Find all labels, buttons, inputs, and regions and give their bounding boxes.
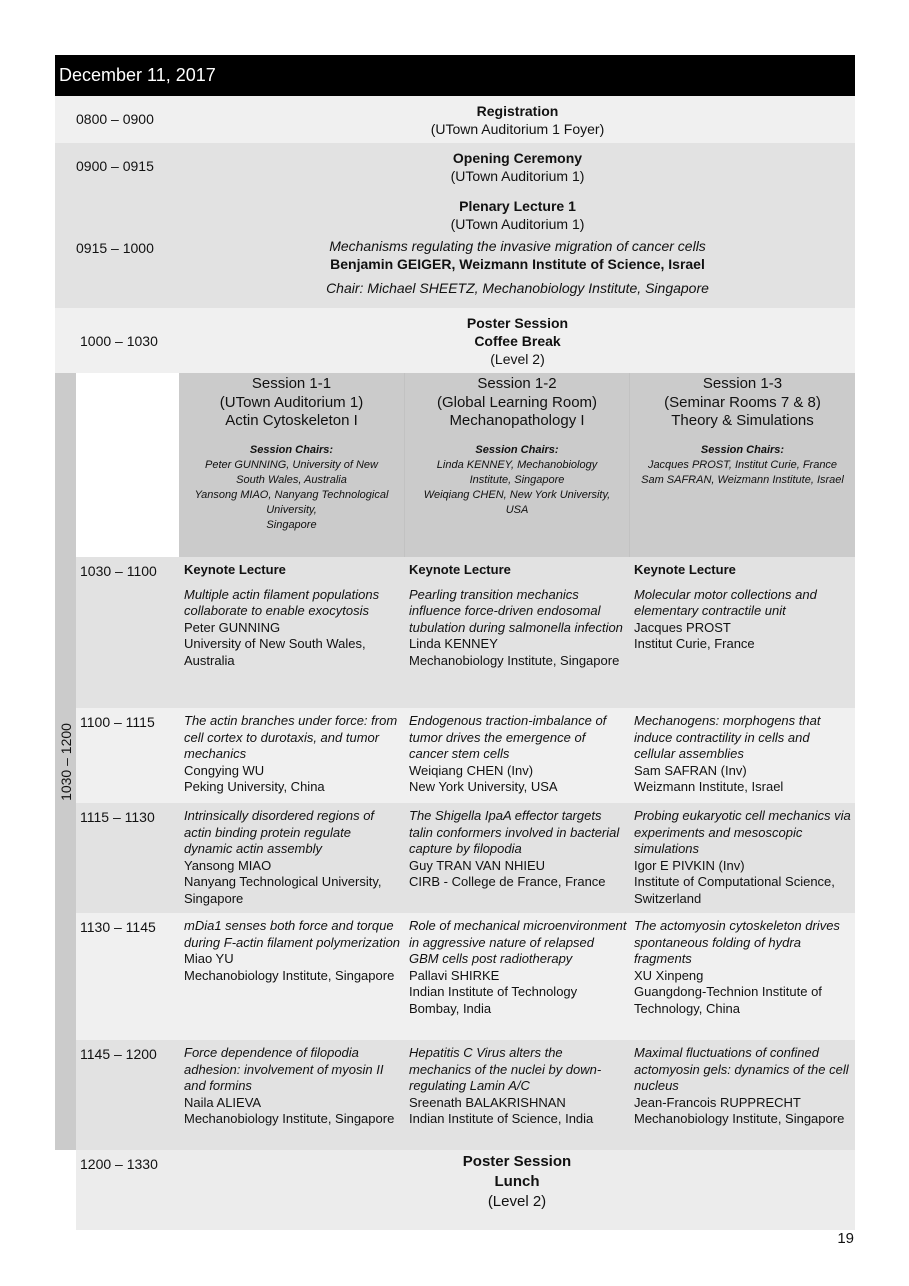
session-name: Session 1-3 bbox=[702, 375, 783, 392]
talk-speaker: Miao YU bbox=[184, 951, 234, 966]
talk-affiliation: New York University, USA bbox=[409, 779, 558, 794]
slot-time: 1200 – 1330 bbox=[80, 1156, 158, 1172]
block-time-label: 1030 – 1200 bbox=[57, 722, 74, 801]
talk-label: Keynote Lecture bbox=[634, 562, 736, 577]
talk-cell bbox=[179, 803, 404, 907]
talk-affiliation: Mechanobiology Institute, Singapore bbox=[184, 967, 395, 983]
session-name: Session 1-1 bbox=[251, 375, 332, 392]
talk-affiliation: University of New South Wales, Australia bbox=[184, 636, 366, 668]
event-title: Opening Ceremony bbox=[452, 150, 583, 166]
session-chair-line: University, bbox=[266, 503, 317, 516]
talk-cell bbox=[629, 803, 855, 907]
talk-cell bbox=[404, 1040, 629, 1128]
session-chairs-label: Session Chairs: bbox=[475, 443, 559, 456]
event-title: Plenary Lecture 1 bbox=[459, 198, 576, 214]
talk-speaker: Sreenath BALAKRISHNAN bbox=[409, 1094, 566, 1110]
talk-affiliation: Mechanobiology Institute, Singapore bbox=[184, 1111, 395, 1126]
talk-title: Probing eukaryotic cell mechanics via experiments and mesoscopic simulations bbox=[634, 808, 851, 856]
talk-title: The actomyosin cytoskeleton drives spontaneous folding of hydra fragments bbox=[634, 918, 840, 966]
session-chair-line: Jacques PROST, Institut Curie, France bbox=[647, 458, 838, 471]
session-chair-line: Yansong MIAO, Nanyang Technological bbox=[194, 488, 389, 501]
event-line1: Poster Session bbox=[462, 1153, 572, 1170]
schedule-row-opening bbox=[55, 143, 855, 189]
talk-cell bbox=[179, 708, 404, 796]
talk-speaker: Peter GUNNING bbox=[184, 619, 281, 635]
event-venue: (UTown Auditorium 1) bbox=[450, 216, 585, 232]
talk-speaker: Pallavi SHIRKE bbox=[409, 967, 500, 983]
talk-affiliation: CIRB - College de France, France bbox=[409, 874, 606, 889]
talk-title: mDia1 senses both force and torque during F-actin filament polymerization bbox=[184, 918, 401, 950]
talk-affiliation: Mechanobiology Institute, Singapore bbox=[409, 652, 620, 668]
event-venue: (UTown Auditorium 1 Foyer) bbox=[430, 121, 605, 137]
talk-speaker: Igor E PIVKIN (Inv) bbox=[634, 857, 745, 873]
talk-cell bbox=[404, 803, 629, 891]
talk-speaker: Guy TRAN VAN NHIEU bbox=[409, 857, 546, 873]
session-topic: Actin Cytoskeleton I bbox=[225, 412, 358, 429]
talk-affiliation: Guangdong-Technion Institute of Technology, China bbox=[634, 984, 822, 1016]
session-header-1-3 bbox=[629, 373, 855, 557]
talk-cell bbox=[629, 913, 855, 1017]
page-number: 19 bbox=[837, 1230, 854, 1247]
session-room: (UTown Auditorium 1) bbox=[219, 393, 364, 411]
session-name: Session 1-2 bbox=[477, 375, 557, 392]
schedule-row-plenary bbox=[55, 189, 855, 308]
talk-label: Keynote Lecture bbox=[184, 562, 286, 577]
session-header-1-1 bbox=[179, 373, 404, 557]
row-time: 0915 – 1000 bbox=[76, 240, 154, 256]
session-chair-line: Singapore bbox=[266, 518, 317, 531]
session-chair-line: South Wales, Australia bbox=[236, 473, 347, 486]
talk-cell bbox=[404, 913, 629, 1017]
date-title: December 11, 2017 bbox=[59, 65, 216, 85]
row-time: 1000 – 1030 bbox=[80, 333, 158, 349]
session-room: (Seminar Rooms 7 & 8) bbox=[664, 393, 821, 411]
talk-title: Maximal fluctuations of confined actomyosin gels: dynamics of the cell nucleus bbox=[634, 1045, 849, 1093]
session-chair-line: Linda KENNEY, Mechanobiology bbox=[436, 458, 598, 471]
session-header-1-2 bbox=[404, 373, 629, 557]
talk-title: Force dependence of filopodia adhesion: involvement of myosin II and formins bbox=[184, 1045, 384, 1093]
talk-speaker: XU Xinpeng bbox=[634, 967, 704, 983]
event-line2: Coffee Break bbox=[474, 333, 561, 349]
talk-affiliation: Indian Institute of Science, India bbox=[409, 1111, 594, 1126]
talk-label: Keynote Lecture bbox=[409, 562, 511, 577]
slot-row bbox=[76, 1040, 855, 1150]
row-time: 0800 – 0900 bbox=[76, 111, 154, 127]
event-title: Registration bbox=[476, 103, 559, 119]
event-line2: Lunch bbox=[494, 1173, 540, 1190]
session-topic: Theory & Simulations bbox=[671, 412, 814, 429]
talk-affiliation: Mechanobiology Institute, Singapore bbox=[634, 1111, 845, 1126]
talk-title: Multiple actin filament populations collaborate to enable exocytosis bbox=[184, 586, 380, 618]
talk-title: Molecular motor collections and elementary contractile unit bbox=[634, 586, 817, 618]
talk-title: The actin branches under force: from cell cortex to durotaxis, and tumor mechanics bbox=[184, 713, 398, 761]
schedule-row-lunch bbox=[76, 1150, 855, 1230]
event-line1: Poster Session bbox=[466, 315, 569, 331]
slot-time: 1130 – 1145 bbox=[80, 919, 156, 935]
talk-cell bbox=[179, 913, 404, 984]
talk-affiliation: Institute of Computational Science, Switzerland bbox=[634, 874, 835, 906]
chair-line: Chair: Michael SHEETZ, Mechanobiology Institute, Singapore bbox=[326, 280, 709, 296]
talk-speaker: Linda KENNEY bbox=[409, 636, 498, 651]
row-time: 0900 – 0915 bbox=[76, 158, 154, 174]
talk-speaker: Sam SAFRAN (Inv) bbox=[634, 762, 747, 778]
session-chair-line: Weiqiang CHEN, New York University, bbox=[423, 488, 611, 501]
schedule-row-coffee bbox=[55, 308, 855, 373]
date-header bbox=[55, 55, 855, 96]
schedule-row-registration bbox=[55, 96, 855, 143]
slot-row bbox=[76, 557, 855, 708]
talk-affiliation: Indian Institute of Technology Bombay, India bbox=[409, 984, 578, 1016]
session-chairs-label: Session Chairs: bbox=[249, 443, 334, 456]
session-room: (Global Learning Room) bbox=[436, 393, 598, 411]
session-chairs-label: Session Chairs: bbox=[700, 443, 785, 456]
talk-title: Mechanisms regulating the invasive migration of cancer cells bbox=[329, 238, 706, 254]
talk-cell bbox=[629, 1040, 855, 1128]
talk-title: Role of mechanical microenvironment in aggressive nature of relapsed GBM cells post radiotherapy bbox=[409, 918, 627, 966]
slot-time: 1030 – 1100 bbox=[80, 563, 157, 579]
session-topic: Mechanopathology I bbox=[449, 412, 585, 429]
talk-cell bbox=[629, 708, 855, 796]
talk-title: Intrinsically disordered regions of actin binding protein regulate dynamic actin assembly bbox=[184, 808, 375, 856]
session-header-row bbox=[76, 373, 855, 557]
talk-speaker: Weiqiang CHEN (Inv) bbox=[409, 762, 534, 778]
block-time-bar bbox=[55, 373, 76, 1150]
talk-title: The Shigella IpaA effector targets talin conformers involved in bacterial capture by filopodia bbox=[409, 808, 620, 856]
talk-speaker: Congying WU bbox=[184, 762, 265, 778]
talk-cell bbox=[404, 557, 629, 669]
session-chair-line: USA bbox=[505, 503, 529, 516]
talk-speaker: Yansong MIAO bbox=[184, 857, 272, 873]
event-venue: (Level 2) bbox=[490, 351, 545, 367]
talk-title: Pearling transition mechanics influence force-driven endosomal tubulation during salmonella infection bbox=[409, 586, 623, 635]
talk-affiliation: Nanyang Technological University, Singapore bbox=[184, 874, 382, 906]
talk-cell bbox=[629, 557, 855, 653]
slot-row bbox=[76, 913, 855, 1040]
talk-title: Endogenous traction-imbalance of tumor drives the emergence of cancer stem cells bbox=[409, 713, 607, 761]
event-venue: (UTown Auditorium 1) bbox=[450, 168, 585, 184]
talk-cell bbox=[179, 557, 404, 669]
talk-title: Mechanogens: morphogens that induce contractility in cells and cellular assemblies bbox=[634, 713, 821, 761]
talk-affiliation: Weizmann Institute, Israel bbox=[634, 779, 784, 794]
talk-affiliation: Peking University, China bbox=[184, 779, 325, 794]
talk-speaker: Benjamin GEIGER, Weizmann Institute of Science, Israel bbox=[330, 256, 705, 272]
event-venue: (Level 2) bbox=[487, 1193, 547, 1210]
talk-speaker: Jacques PROST bbox=[634, 619, 731, 635]
talk-affiliation: Institut Curie, France bbox=[634, 636, 755, 651]
talk-cell bbox=[179, 1040, 404, 1128]
talk-speaker: Jean-Francois RUPPRECHT bbox=[634, 1094, 801, 1110]
session-chair-line: Peter GUNNING, University of New bbox=[205, 458, 378, 471]
talk-cell bbox=[404, 708, 629, 796]
slot-time: 1145 – 1200 bbox=[80, 1046, 157, 1062]
slot-row bbox=[76, 803, 855, 913]
talk-speaker: Naila ALIEVA bbox=[184, 1094, 262, 1110]
session-chair-line: Institute, Singapore bbox=[469, 473, 565, 486]
blank-time-cell bbox=[76, 373, 179, 557]
slot-time: 1115 – 1130 bbox=[80, 809, 155, 825]
talk-title: Hepatitis C Virus alters the mechanics of the nuclei by down-regulating Lamin A/C bbox=[409, 1045, 602, 1093]
slot-time: 1100 – 1115 bbox=[80, 714, 155, 730]
slot-row bbox=[76, 708, 855, 803]
session-chair-line: Sam SAFRAN, Weizmann Institute, Israel bbox=[641, 473, 844, 486]
